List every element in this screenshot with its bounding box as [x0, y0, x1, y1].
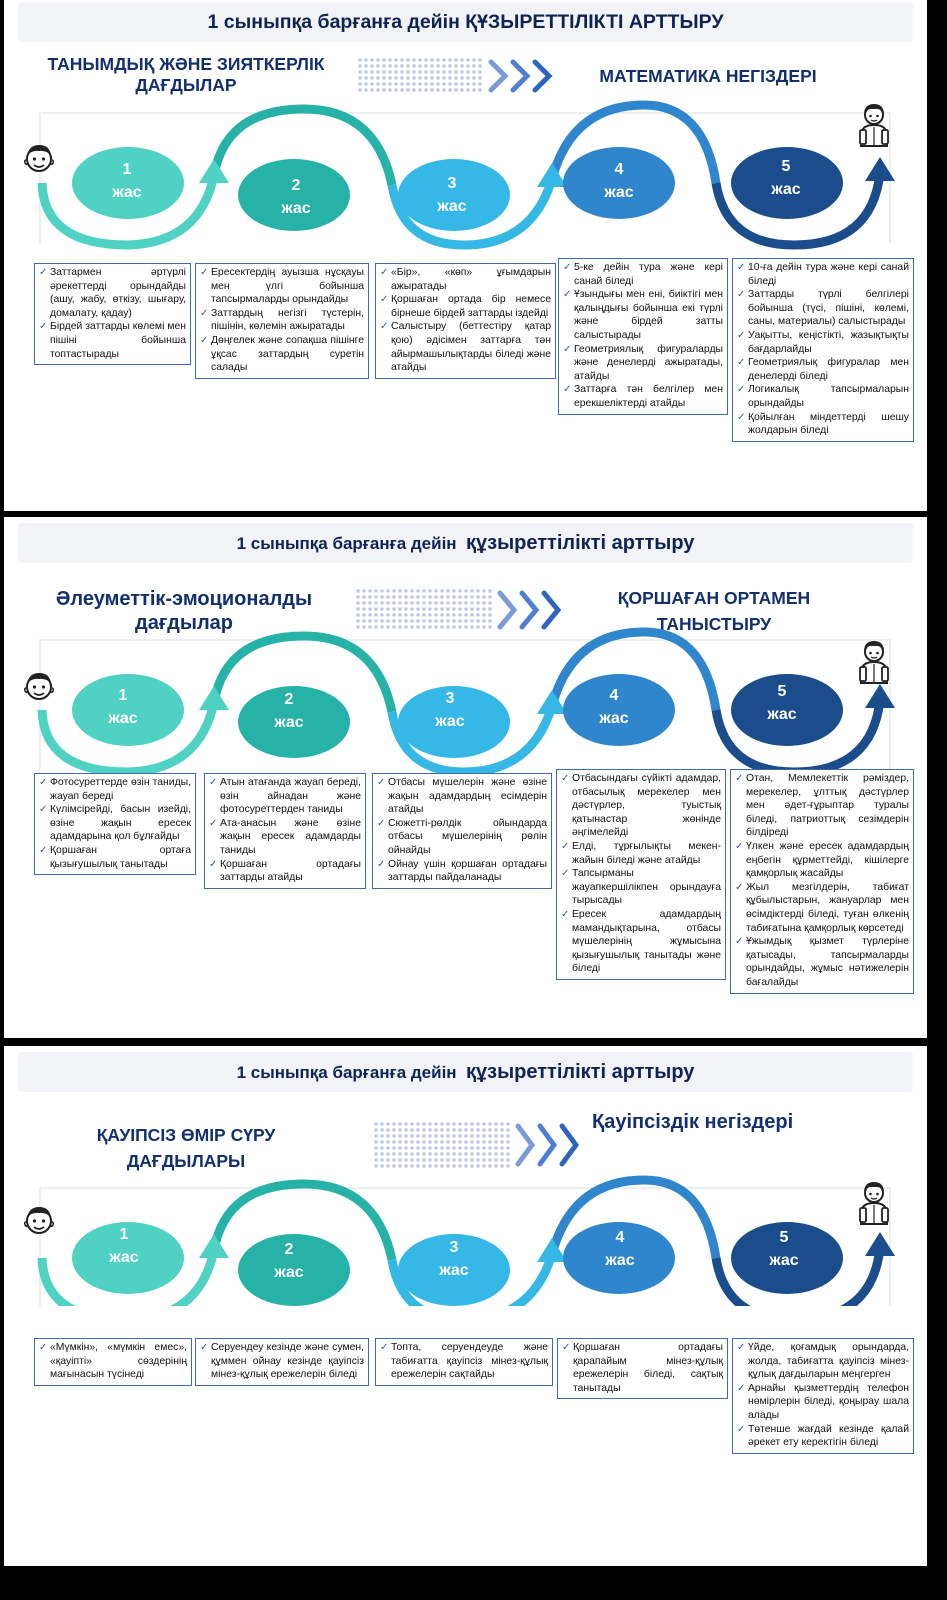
skill-item: ✓ Заттарға тән белгілер мен ерекшеліктерді атайды — [563, 383, 723, 410]
skills-box-age-3 — [375, 1338, 553, 1386]
skill-item: ✓ Заттарды түрлі белгілері бойынша (түсі, пішіні, көлемі, саны, материалы) салыстырады — [737, 288, 909, 329]
skill-item: ✓ Тапсырманы жауапкершілікпен орындауға тырысады — [561, 867, 721, 908]
skills-box-age-4 — [557, 1338, 728, 1399]
skill-item: ✓ Ересектердің ауызша нұсқауы мен үлгі бойынша тапсырмаларды орындайды — [200, 266, 364, 307]
skill-item: ✓ Отбасындағы сүйікті адамдар, отбасылық мерекелер мен дәстүрлер, туыстық қатынастар жөнінде әңгімелейді — [561, 772, 721, 840]
skill-item: ✓ Логикалық тапсырмаларын орындайды — [737, 383, 909, 410]
schoolchild-icon — [854, 100, 894, 150]
skill-item: ✓ Күлімсірейді, басын изейді, өзіне жақын ересек адамдарына қол бұлғайды — [39, 803, 191, 844]
skills-box-age-2 — [195, 263, 369, 379]
skill-item: ✓ Уақытты, кеңістікті, жазықтықты бағдарлайды — [737, 329, 909, 356]
age-3-label: 3 жас — [437, 175, 467, 215]
panel-cognitive-skills — [4, 0, 927, 511]
skill-item: ✓ Дөңгелек және сопақша пішінге ұқсас заттардың суретін салады — [200, 334, 364, 375]
arrow-head-icon — [537, 1238, 567, 1262]
skill-item: ✓ Серуендеу кезінде және сумен, құммен ойнау кезінде қауіпсіз мінез-құлық ережелерін біледі — [200, 1341, 364, 1382]
skill-item: ✓ Жыл мезгілдерін, табиғат құбылыстарын, жануарлар мен өсімдіктерді біледі, туған өлкенің табиғатына қамқорлық көрсетеді — [735, 881, 909, 935]
skills-box-age-1 — [34, 263, 191, 365]
left-heading: ТАНЫМДЫҚ ЖӘНЕ ЗИЯТКЕРЛІК ДАҒДЫЛАР — [47, 54, 325, 95]
skill-item: ✓ Сюжетті-рөлдік ойындарда отбасы мүшелерінің рөлін ойнайды — [377, 817, 547, 858]
age-3-label: 3 жас — [439, 1239, 469, 1279]
age-4-label: 4 жас — [599, 687, 629, 727]
skills-box-age-4 — [558, 258, 728, 415]
skills-box-age-2 — [204, 773, 366, 889]
boy-face-icon — [21, 140, 57, 176]
skills-box-age-3 — [375, 263, 556, 379]
skill-item: ✓ Ойнау үшін қоршаған ортадағы заттарды пайдаланады — [377, 858, 547, 885]
panel-safety-skills — [4, 1046, 927, 1566]
age-3-label: 3 жас — [435, 690, 465, 730]
arrow-head-icon — [199, 159, 229, 183]
age-4-label: 4 жас — [605, 1229, 635, 1269]
skill-item: ✓ Арнайы қызметтердің телефон нөмірлерін біледі, қоңырау шала алады — [737, 1382, 909, 1423]
skills-box-age-1 — [34, 773, 196, 875]
skill-item: ✓ Ата-анасын және өзіне жақын ересек адамдарды таниды — [209, 817, 361, 858]
skills-box-age-5 — [732, 258, 914, 442]
skill-item: ✓ Ересек адамдардың мамандықтарына, отбасы мүшелерінің жұмысына қызығушылық танытады және біледі — [561, 908, 721, 976]
skill-item: ✓ Елді, тұрғылықты мекен-жайын біледі және атайды — [561, 840, 721, 867]
skills-box-age-1 — [34, 1338, 192, 1386]
skills-box-age-2 — [195, 1338, 369, 1386]
skill-item: ✓ Топта, серуендеуде және табиғатта қауіпсіз мінез-құлық ережелерін сақтайды — [380, 1341, 548, 1382]
skill-item: ✓ Бірдей заттарды көлемі мен пішіні бойынша топтастырады — [39, 320, 186, 361]
skill-item: ✓ Қоршаған ортадағы қарапайым мінез-құлық ережелерін біледі, сақтық танытады — [562, 1341, 723, 1395]
skills-box-age-5 — [732, 1338, 914, 1454]
age-2-label: 2 жас — [274, 1241, 304, 1281]
arrow-head-icon — [199, 686, 229, 710]
skill-item: ✓ Қоршаған ортада бір немесе бірнеше бірдей заттарды іздейді — [380, 293, 551, 320]
skill-item: ✓ Заттардың негізгі түстерін, пішінін, көлемін ажыратады — [200, 307, 364, 334]
age-4-label: 4 жас — [604, 161, 634, 201]
age-5-label: 5 жас — [767, 683, 797, 723]
skill-item: ✓ Қоршаған ортаға қызығушылық танытады — [39, 844, 191, 871]
boy-face-icon — [21, 1202, 57, 1238]
skill-item: ✓ Отан, Мемлекеттік рәміздер, мерекелер, ұлттық дәстүрлер мен әдет-ғұрыптар туралы біледі, патриоттық сезімдерін білдіреді — [735, 772, 909, 840]
skill-item: ✓ Отбасы мүшелерін және өзіне жақын адамдардың есімдерін атайды — [377, 776, 547, 817]
right-heading: МАТЕМАТИКА НЕГІЗДЕРІ — [599, 66, 817, 86]
skill-item: ✓ Қойылған міндеттерді шешу жолдарын біледі — [737, 411, 909, 438]
skill-item: ✓ Қоршаған ортадағы заттарды атайды — [209, 858, 361, 885]
age-5-label: 5 жас — [769, 1229, 799, 1269]
age-1-label: 1 жас — [112, 161, 142, 201]
left-heading: Әлеуметтік-эмоционалды дағдылар — [55, 588, 313, 634]
skill-item: ✓ Геометриялық фигуралар мен денелерді біледі — [737, 356, 909, 383]
age-1-label: 1 жас — [108, 687, 138, 727]
panel-social-emotional — [4, 517, 927, 1038]
skill-item: ✓ 5-ке дейін тура және кері санай біледі — [563, 261, 723, 288]
skill-item: ✓ «Мүмкін», «мүмкін емес», «қауіпті» сөздерінің мағынасын түсінеді — [39, 1341, 187, 1382]
skills-box-age-4 — [556, 769, 726, 980]
right-heading: Қауіпсіздік негіздері — [592, 1111, 794, 1133]
age-2-label: 2 жас — [281, 177, 311, 217]
schoolchild-icon — [854, 1178, 894, 1228]
age-2-label: 2 жас — [274, 691, 304, 731]
age-timeline — [4, 517, 927, 777]
skill-item: ✓ 10-ға дейін тура және кері санай біледі — [737, 261, 909, 288]
skill-item: ✓ Үлкен және ересек адамдардың еңбегін құрметтейді, кішілерге қамқорлық жасайды — [735, 840, 909, 881]
skills-box-age-3 — [372, 773, 552, 889]
skill-item: ✓ Атын атағанда жауап береді, өзін айнадан және фотосуреттерден таниды — [209, 776, 361, 817]
arrow-head-icon — [537, 163, 567, 187]
skill-item: ✓ Ұзындығы мен ені, биіктігі мен қалыңдығы бойынша екі түрлі және бірдей затты салыстырады — [563, 288, 723, 342]
skill-item: ✓ Салыстыру (беттестіру қатар қою) әдісімен заттарға тән айырмашылықтарды біледі және атайды — [380, 320, 551, 374]
skills-box-age-5 — [730, 769, 914, 994]
skill-item: ✓ Геометриялық фигураларды және денелерді ажыратады, атайды — [563, 343, 723, 384]
left-heading: ҚАУІПСІЗ ӨМІР СҮРУ ДАҒДЫЛАРЫ — [96, 1125, 276, 1172]
page-title: 1 сыныпқа барғанға дейін ҚҰЗЫРЕТТІЛІКТІ АРТТЫРУ — [18, 2, 913, 42]
page-title: 1 сыныпқа барғанға дейін құзыреттілікті арттыру — [18, 523, 913, 563]
skill-item: ✓ Төтенше жағдай кезінде қалай әрекет ету керектігін біледі — [737, 1423, 909, 1450]
schoolchild-icon — [854, 637, 894, 687]
age-5-label: 5 жас — [771, 158, 801, 198]
boy-face-icon — [21, 668, 57, 704]
age-timeline — [4, 0, 927, 260]
page-title: 1 сыныпқа барғанға дейін құзыреттілікті арттыру — [18, 1052, 913, 1092]
skill-item: ✓ Фотосуреттерде өзін таниды, жауап береді — [39, 776, 191, 803]
right-heading: ҚОРШАҒАН ОРТАМЕН ТАНЫСТЫРУ — [617, 588, 811, 635]
skill-item: ✓ Ұжымдық қызмет түрлеріне қатысады, тапсырмаларды орындайды, жұмыс нәтижелерін бағалайды — [735, 935, 909, 989]
age-1-label: 1 жас — [109, 1226, 139, 1266]
skill-item: ✓ Үйде, қоғамдық орындарда, жолда, табиғатта қауіпсіз мінез-құлық дағдыларын меңгерген — [737, 1341, 909, 1382]
skill-item: ✓ «Бір», «көп» ұғымдарын ажыратады — [380, 266, 551, 293]
skill-item: ✓ Заттармен әртүрлі әрекеттерді орындайды (ашу, жабу, өткізу, шығару, домалату, қадау) — [39, 266, 186, 320]
arrow-head-icon — [199, 1234, 229, 1258]
